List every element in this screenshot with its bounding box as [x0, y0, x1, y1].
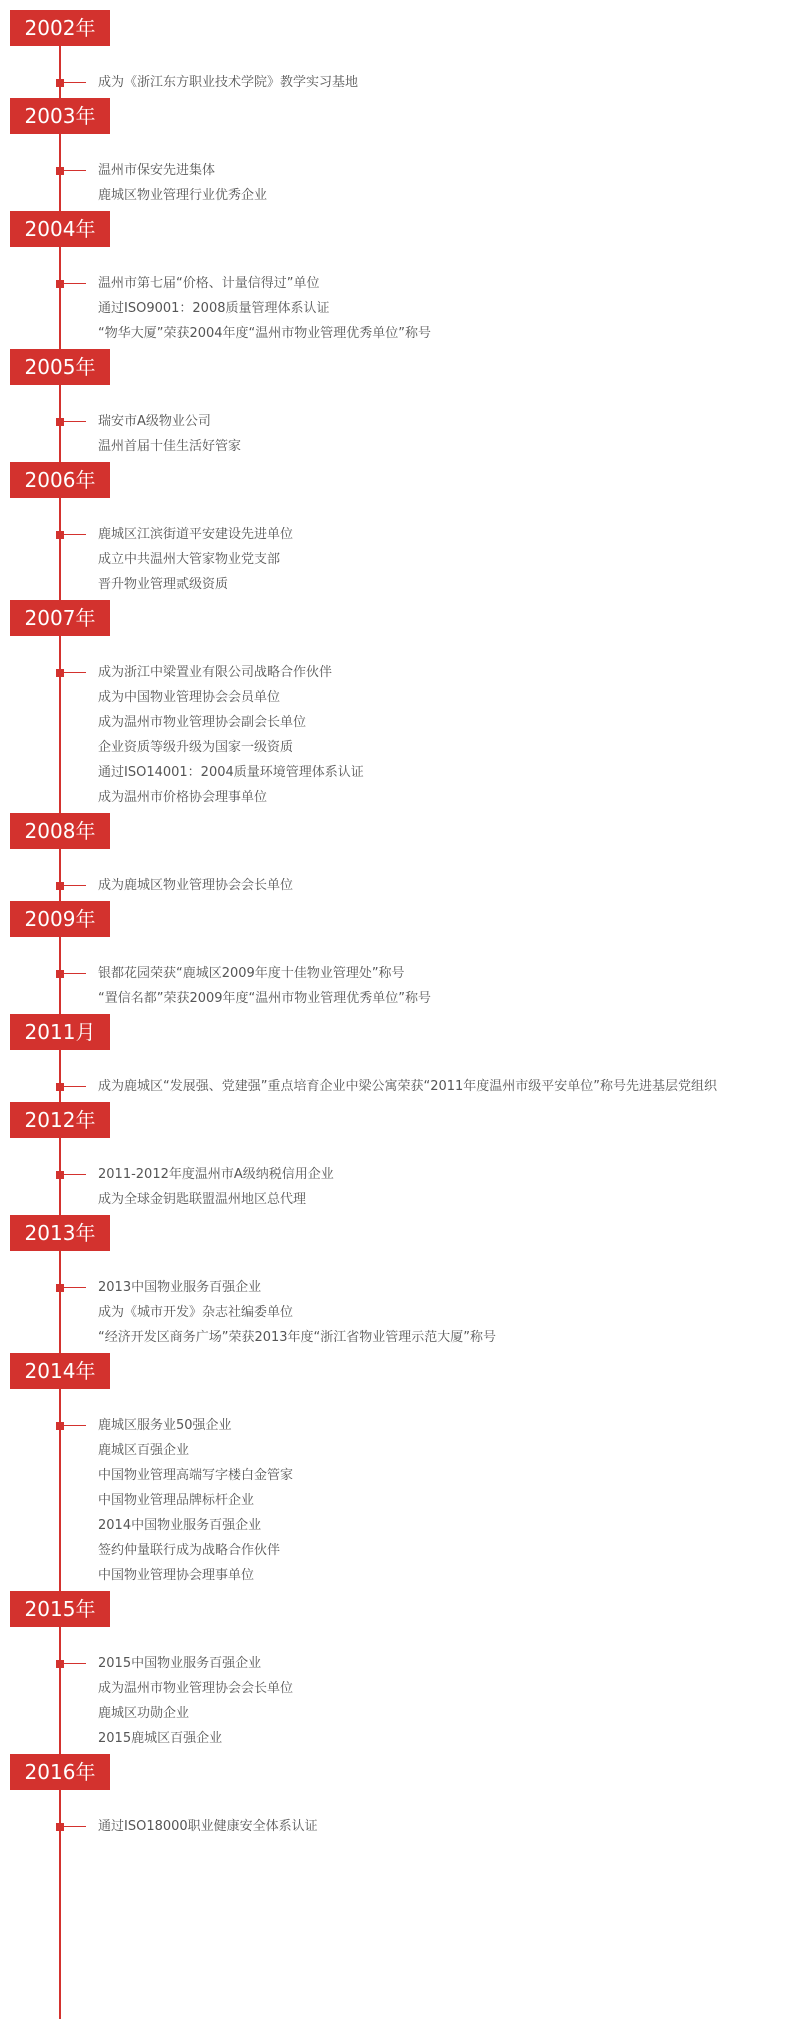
- timeline-entry: [0, 1651, 807, 1676]
- entry-text: 成为温州市物业管理协会会长单位: [98, 1681, 294, 1696]
- timeline-entry: [0, 735, 807, 760]
- entry-text: 2014中国物业服务百强企业: [98, 1518, 262, 1533]
- timeline-connector: [64, 82, 86, 83]
- timeline-entry: [0, 1676, 807, 1701]
- year-badge: 2009年: [10, 901, 110, 937]
- timeline-entry: [0, 961, 807, 986]
- timeline-node-icon: [56, 531, 64, 539]
- year-badge: 2003年: [10, 98, 110, 134]
- timeline-connector: [64, 283, 86, 284]
- entry-text: “置信名都”荣获2009年度“温州市物业管理优秀单位”称号: [98, 991, 432, 1006]
- timeline-entry: [0, 1463, 807, 1488]
- entry-text: 中国物业管理协会理事单位: [98, 1568, 255, 1583]
- timeline-entry: [0, 1275, 807, 1300]
- timeline-entry: [0, 296, 807, 321]
- entry-text: 通过ISO14001：2004质量环境管理体系认证: [98, 765, 364, 780]
- timeline-entry: [0, 522, 807, 547]
- timeline-node-icon: [56, 1284, 64, 1292]
- timeline-entry: [0, 1162, 807, 1187]
- timeline-entry: [0, 685, 807, 710]
- timeline-entry: [0, 1413, 807, 1438]
- entry-text: 瑞安市A级物业公司: [98, 414, 211, 429]
- entry-list: [0, 961, 807, 1011]
- timeline-node-icon: [56, 882, 64, 890]
- entry-text: 鹿城区百强企业: [98, 1443, 190, 1458]
- timeline-entry: [0, 1726, 807, 1751]
- timeline-connector: [64, 534, 86, 535]
- timeline-entry: [0, 785, 807, 810]
- entry-text: 鹿城区服务业50强企业: [98, 1418, 232, 1433]
- entry-text: 通过ISO9001：2008质量管理体系认证: [98, 301, 330, 316]
- entry-list: [0, 409, 807, 459]
- entry-list: [0, 1651, 807, 1751]
- entry-list: [0, 271, 807, 346]
- timeline-connector: [64, 1826, 86, 1827]
- timeline-connector: [64, 1174, 86, 1175]
- year-badge: 2011月: [10, 1014, 110, 1050]
- entry-text: 企业资质等级升级为国家一级资质: [98, 740, 294, 755]
- timeline-entry: [0, 986, 807, 1011]
- entry-list: [0, 1413, 807, 1588]
- entry-text: 鹿城区功勋企业: [98, 1706, 190, 1721]
- year-badge: 2012年: [10, 1102, 110, 1138]
- entry-text: 鹿城区江滨街道平安建设先进单位: [98, 527, 294, 542]
- year-badge: 2002年: [10, 10, 110, 46]
- entry-list: [0, 70, 807, 95]
- entry-text: “物华大厦”荣获2004年度“温州市物业管理优秀单位”称号: [98, 326, 432, 341]
- timeline-node-icon: [56, 1660, 64, 1668]
- entry-text: 成为温州市价格协会理事单位: [98, 790, 268, 805]
- timeline-entry: [0, 1814, 807, 1839]
- entry-list: [0, 873, 807, 898]
- timeline-node-icon: [56, 280, 64, 288]
- timeline-entry: [0, 1488, 807, 1513]
- timeline-entry: [0, 183, 807, 208]
- year-badge: 2013年: [10, 1215, 110, 1251]
- entry-text: 通过ISO18000职业健康安全体系认证: [98, 1819, 318, 1834]
- timeline-connector: [64, 1287, 86, 1288]
- timeline-entry: [0, 1563, 807, 1588]
- timeline-entry: [0, 1538, 807, 1563]
- year-badge: 2014年: [10, 1353, 110, 1389]
- timeline-node-icon: [56, 418, 64, 426]
- entry-list: [0, 1162, 807, 1212]
- year-badge: 2006年: [10, 462, 110, 498]
- timeline-connector: [64, 1086, 86, 1087]
- entry-text: 成为《浙江东方职业技术学院》教学实习基地: [98, 75, 359, 90]
- entry-list: [0, 660, 807, 810]
- entry-text: 成为全球金钥匙联盟温州地区总代理: [98, 1192, 307, 1207]
- timeline-connector: [64, 1425, 86, 1426]
- timeline-node-icon: [56, 1823, 64, 1831]
- timeline-connector: [64, 170, 86, 171]
- entry-list: [0, 1074, 807, 1099]
- timeline-entry: [0, 1074, 807, 1099]
- entry-text: 成为鹿城区物业管理协会会长单位: [98, 878, 294, 893]
- entry-list: [0, 522, 807, 597]
- timeline-entry: [0, 1325, 807, 1350]
- timeline-entry: [0, 760, 807, 785]
- entry-text: 温州市保安先进集体: [98, 163, 216, 178]
- entry-list: [0, 1275, 807, 1350]
- timeline-entry: [0, 409, 807, 434]
- entry-text: 温州首届十佳生活好管家: [98, 439, 242, 454]
- year-badge: 2004年: [10, 211, 110, 247]
- timeline-entry: [0, 1438, 807, 1463]
- entry-text: 2011-2012年度温州市A级纳税信用企业: [98, 1167, 334, 1182]
- timeline-connector: [64, 421, 86, 422]
- timeline-entry: [0, 710, 807, 735]
- timeline-entry: [0, 271, 807, 296]
- timeline-node-icon: [56, 1083, 64, 1091]
- entry-text: “经济开发区商务广场”荣获2013年度“浙江省物业管理示范大厦”称号: [98, 1330, 497, 1345]
- year-badge: 2008年: [10, 813, 110, 849]
- timeline-entry: [0, 70, 807, 95]
- timeline-entry: [0, 1187, 807, 1212]
- entry-text: 成立中共温州大管家物业党支部: [98, 552, 281, 567]
- timeline-connector: [64, 885, 86, 886]
- timeline-entry: [0, 158, 807, 183]
- timeline-entry: [0, 1300, 807, 1325]
- timeline-node-icon: [56, 167, 64, 175]
- entry-text: 2015鹿城区百强企业: [98, 1731, 223, 1746]
- timeline-entry: [0, 873, 807, 898]
- entry-text: 温州市第七届“价格、计量信得过”单位: [98, 276, 320, 291]
- year-badge: 2016年: [10, 1754, 110, 1790]
- entry-text: 成为《城市开发》杂志社编委单位: [98, 1305, 294, 1320]
- entry-text: 成为鹿城区“发展强、党建强”重点培育企业中梁公寓荣获“2011年度温州市级平安单位”称号先进基层党组织: [98, 1079, 718, 1094]
- entry-list: [0, 1814, 807, 1839]
- timeline-node-icon: [56, 79, 64, 87]
- timeline-entry: [0, 1513, 807, 1538]
- timeline-node-icon: [56, 970, 64, 978]
- entry-text: 银都花园荣获“鹿城区2009年度十佳物业管理处”称号: [98, 966, 405, 981]
- timeline-entry: [0, 321, 807, 346]
- entry-text: 2013中国物业服务百强企业: [98, 1280, 262, 1295]
- timeline-node-icon: [56, 669, 64, 677]
- entry-text: 中国物业管理品牌标杆企业: [98, 1493, 255, 1508]
- entry-list: [0, 158, 807, 208]
- year-badge: 2015年: [10, 1591, 110, 1627]
- timeline-connector: [64, 973, 86, 974]
- timeline-node-icon: [56, 1422, 64, 1430]
- year-badge: 2005年: [10, 349, 110, 385]
- entry-text: 2015中国物业服务百强企业: [98, 1656, 262, 1671]
- entry-text: 成为中国物业管理协会会员单位: [98, 690, 281, 705]
- timeline-connector: [64, 672, 86, 673]
- entry-text: 晋升物业管理贰级资质: [98, 577, 229, 592]
- timeline-entry: [0, 1701, 807, 1726]
- timeline-node-icon: [56, 1171, 64, 1179]
- timeline-entry: [0, 434, 807, 459]
- entry-text: 成为温州市物业管理协会副会长单位: [98, 715, 307, 730]
- entry-text: 中国物业管理高端写字楼白金管家: [98, 1468, 294, 1483]
- timeline-entry: [0, 572, 807, 597]
- entry-text: 鹿城区物业管理行业优秀企业: [98, 188, 268, 203]
- entry-text: 签约仲量联行成为战略合作伙伴: [98, 1543, 281, 1558]
- timeline-entry: [0, 660, 807, 685]
- timeline-entry: [0, 547, 807, 572]
- year-badge: 2007年: [10, 600, 110, 636]
- timeline-connector: [64, 1663, 86, 1664]
- entry-text: 成为浙江中梁置业有限公司战略合作伙伴: [98, 665, 333, 680]
